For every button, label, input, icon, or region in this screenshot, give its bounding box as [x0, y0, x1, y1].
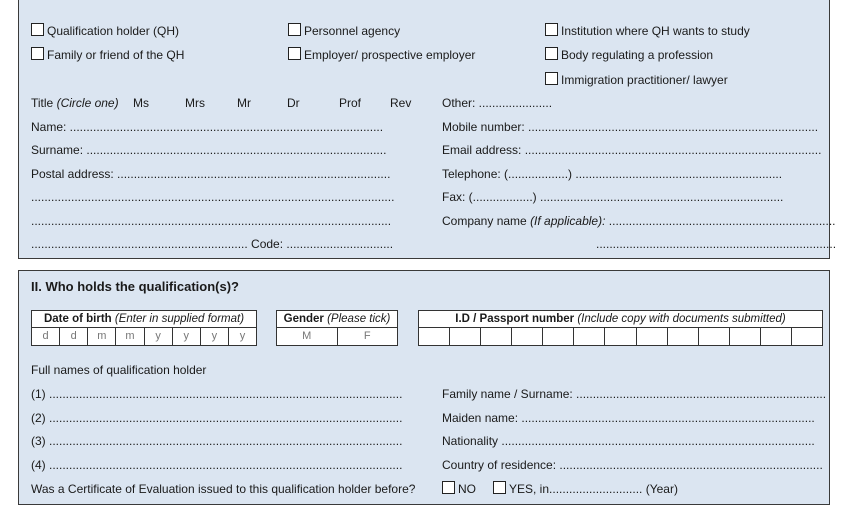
- postal-address-line3[interactable]: ............................................................................................................: [31, 214, 392, 228]
- title-label: Title (Circle one): [31, 96, 119, 110]
- dob-cell[interactable]: y: [145, 328, 173, 345]
- id-cell[interactable]: [637, 328, 668, 345]
- id-cell[interactable]: [605, 328, 636, 345]
- id-passport-input[interactable]: [418, 327, 823, 346]
- company-name-line2[interactable]: ........................................................................: [596, 237, 837, 251]
- email-field[interactable]: Email address: .........................................................................................: [442, 143, 822, 157]
- section-title: II. Who holds the qualification(s)?: [31, 279, 239, 294]
- id-cell[interactable]: [792, 328, 822, 345]
- gender-male-cell[interactable]: M: [277, 328, 338, 345]
- checkbox-immigration-practitioner[interactable]: Immigration practitioner/ lawyer: [545, 72, 728, 87]
- dob-cell[interactable]: y: [173, 328, 201, 345]
- checkbox-icon[interactable]: [288, 47, 301, 60]
- title-option-ms[interactable]: Ms: [133, 96, 149, 110]
- family-name-field[interactable]: Family name / Surname: ...........................................................................: [442, 387, 827, 401]
- postal-address-field[interactable]: Postal address: ..................................................................................: [31, 167, 391, 181]
- title-option-mr[interactable]: Mr: [237, 96, 251, 110]
- id-cell[interactable]: [699, 328, 730, 345]
- checkbox-icon[interactable]: [493, 481, 506, 494]
- id-cell[interactable]: [543, 328, 574, 345]
- full-names-label: Full names of qualification holder: [31, 363, 207, 377]
- dob-header: Date of birth (Enter in supplied format): [31, 310, 257, 328]
- qualification-holder-panel: [18, 270, 830, 505]
- company-name-field[interactable]: Company name (If applicable): ....................................................................: [442, 214, 836, 228]
- full-name-line-4[interactable]: (4) ..........................................................................................................: [31, 458, 403, 472]
- applicant-details-panel: [18, 0, 837, 259]
- id-cell[interactable]: [761, 328, 792, 345]
- title-option-prof[interactable]: Prof: [339, 96, 362, 110]
- checkbox-icon[interactable]: [545, 23, 558, 36]
- gender-header: Gender (Please tick): [276, 310, 398, 328]
- dob-cell[interactable]: y: [201, 328, 229, 345]
- dob-cell[interactable]: y: [239, 330, 246, 342]
- checkbox-institution[interactable]: Institution where QH wants to study: [545, 23, 750, 38]
- dob-cell[interactable]: d: [32, 328, 60, 345]
- id-passport-header: I.D / Passport number (Include copy with documents submitted): [418, 310, 823, 328]
- id-cell[interactable]: [450, 328, 481, 345]
- maiden-name-field[interactable]: Maiden name: ........................................................................................: [442, 411, 815, 425]
- full-name-line-2[interactable]: (2) ..........................................................................................................: [31, 411, 403, 425]
- id-cell[interactable]: [481, 328, 512, 345]
- checkbox-icon[interactable]: [31, 47, 44, 60]
- dob-cell[interactable]: m: [116, 328, 144, 345]
- dob-input[interactable]: [31, 327, 257, 346]
- fax-field[interactable]: Fax: (..................) .........................................................................: [442, 190, 784, 204]
- id-cell[interactable]: [574, 328, 605, 345]
- gender-input[interactable]: [276, 327, 398, 346]
- gender-female-cell[interactable]: F: [363, 330, 371, 342]
- surname-field[interactable]: Surname: ..........................................................................................: [31, 143, 387, 157]
- mobile-field[interactable]: Mobile number: .......................................................................................: [442, 120, 819, 134]
- title-option-dr[interactable]: Dr: [287, 96, 300, 110]
- full-name-line-1[interactable]: (1) ..........................................................................................................: [31, 387, 403, 401]
- name-field[interactable]: Name: ..............................................................................................: [31, 120, 384, 134]
- checkbox-icon[interactable]: [288, 23, 301, 36]
- checkbox-icon[interactable]: [31, 23, 44, 36]
- other-title-field[interactable]: Other: ......................: [442, 96, 553, 110]
- title-option-rev[interactable]: Rev: [390, 96, 412, 110]
- id-cell[interactable]: [730, 328, 761, 345]
- id-cell[interactable]: [668, 328, 699, 345]
- checkbox-family-friend[interactable]: Family or friend of the QH: [31, 47, 184, 62]
- postal-code-field[interactable]: ................................................................. Code: ................................: [31, 237, 394, 251]
- dob-cell[interactable]: m: [88, 328, 116, 345]
- checkbox-employer[interactable]: Employer/ prospective employer: [288, 47, 475, 62]
- checkbox-qualification-holder[interactable]: Qualification holder (QH): [31, 23, 179, 38]
- telephone-field[interactable]: Telephone: (..................) ..............................................................: [442, 167, 783, 181]
- checkbox-personnel-agency[interactable]: Personnel agency: [288, 23, 400, 38]
- id-cell[interactable]: [512, 328, 543, 345]
- certificate-question: Was a Certificate of Evaluation issued to this qualification holder before?: [31, 482, 416, 496]
- postal-address-line2[interactable]: .............................................................................................................: [31, 190, 395, 204]
- certificate-yes-option[interactable]: YES, in............................ (Year): [493, 481, 678, 496]
- title-option-mrs[interactable]: Mrs: [185, 96, 205, 110]
- checkbox-icon[interactable]: [545, 72, 558, 85]
- checkbox-regulating-body[interactable]: Body regulating a profession: [545, 47, 713, 62]
- checkbox-icon[interactable]: [442, 481, 455, 494]
- nationality-field[interactable]: Nationality ..............................................................................................: [442, 434, 815, 448]
- full-name-line-3[interactable]: (3) ..........................................................................................................: [31, 434, 403, 448]
- id-cell[interactable]: [419, 328, 450, 345]
- checkbox-icon[interactable]: [545, 47, 558, 60]
- dob-cell[interactable]: d: [60, 328, 88, 345]
- country-of-residence-field[interactable]: Country of residence: ...............................................................................: [442, 458, 823, 472]
- certificate-no-option[interactable]: NO: [442, 481, 476, 496]
